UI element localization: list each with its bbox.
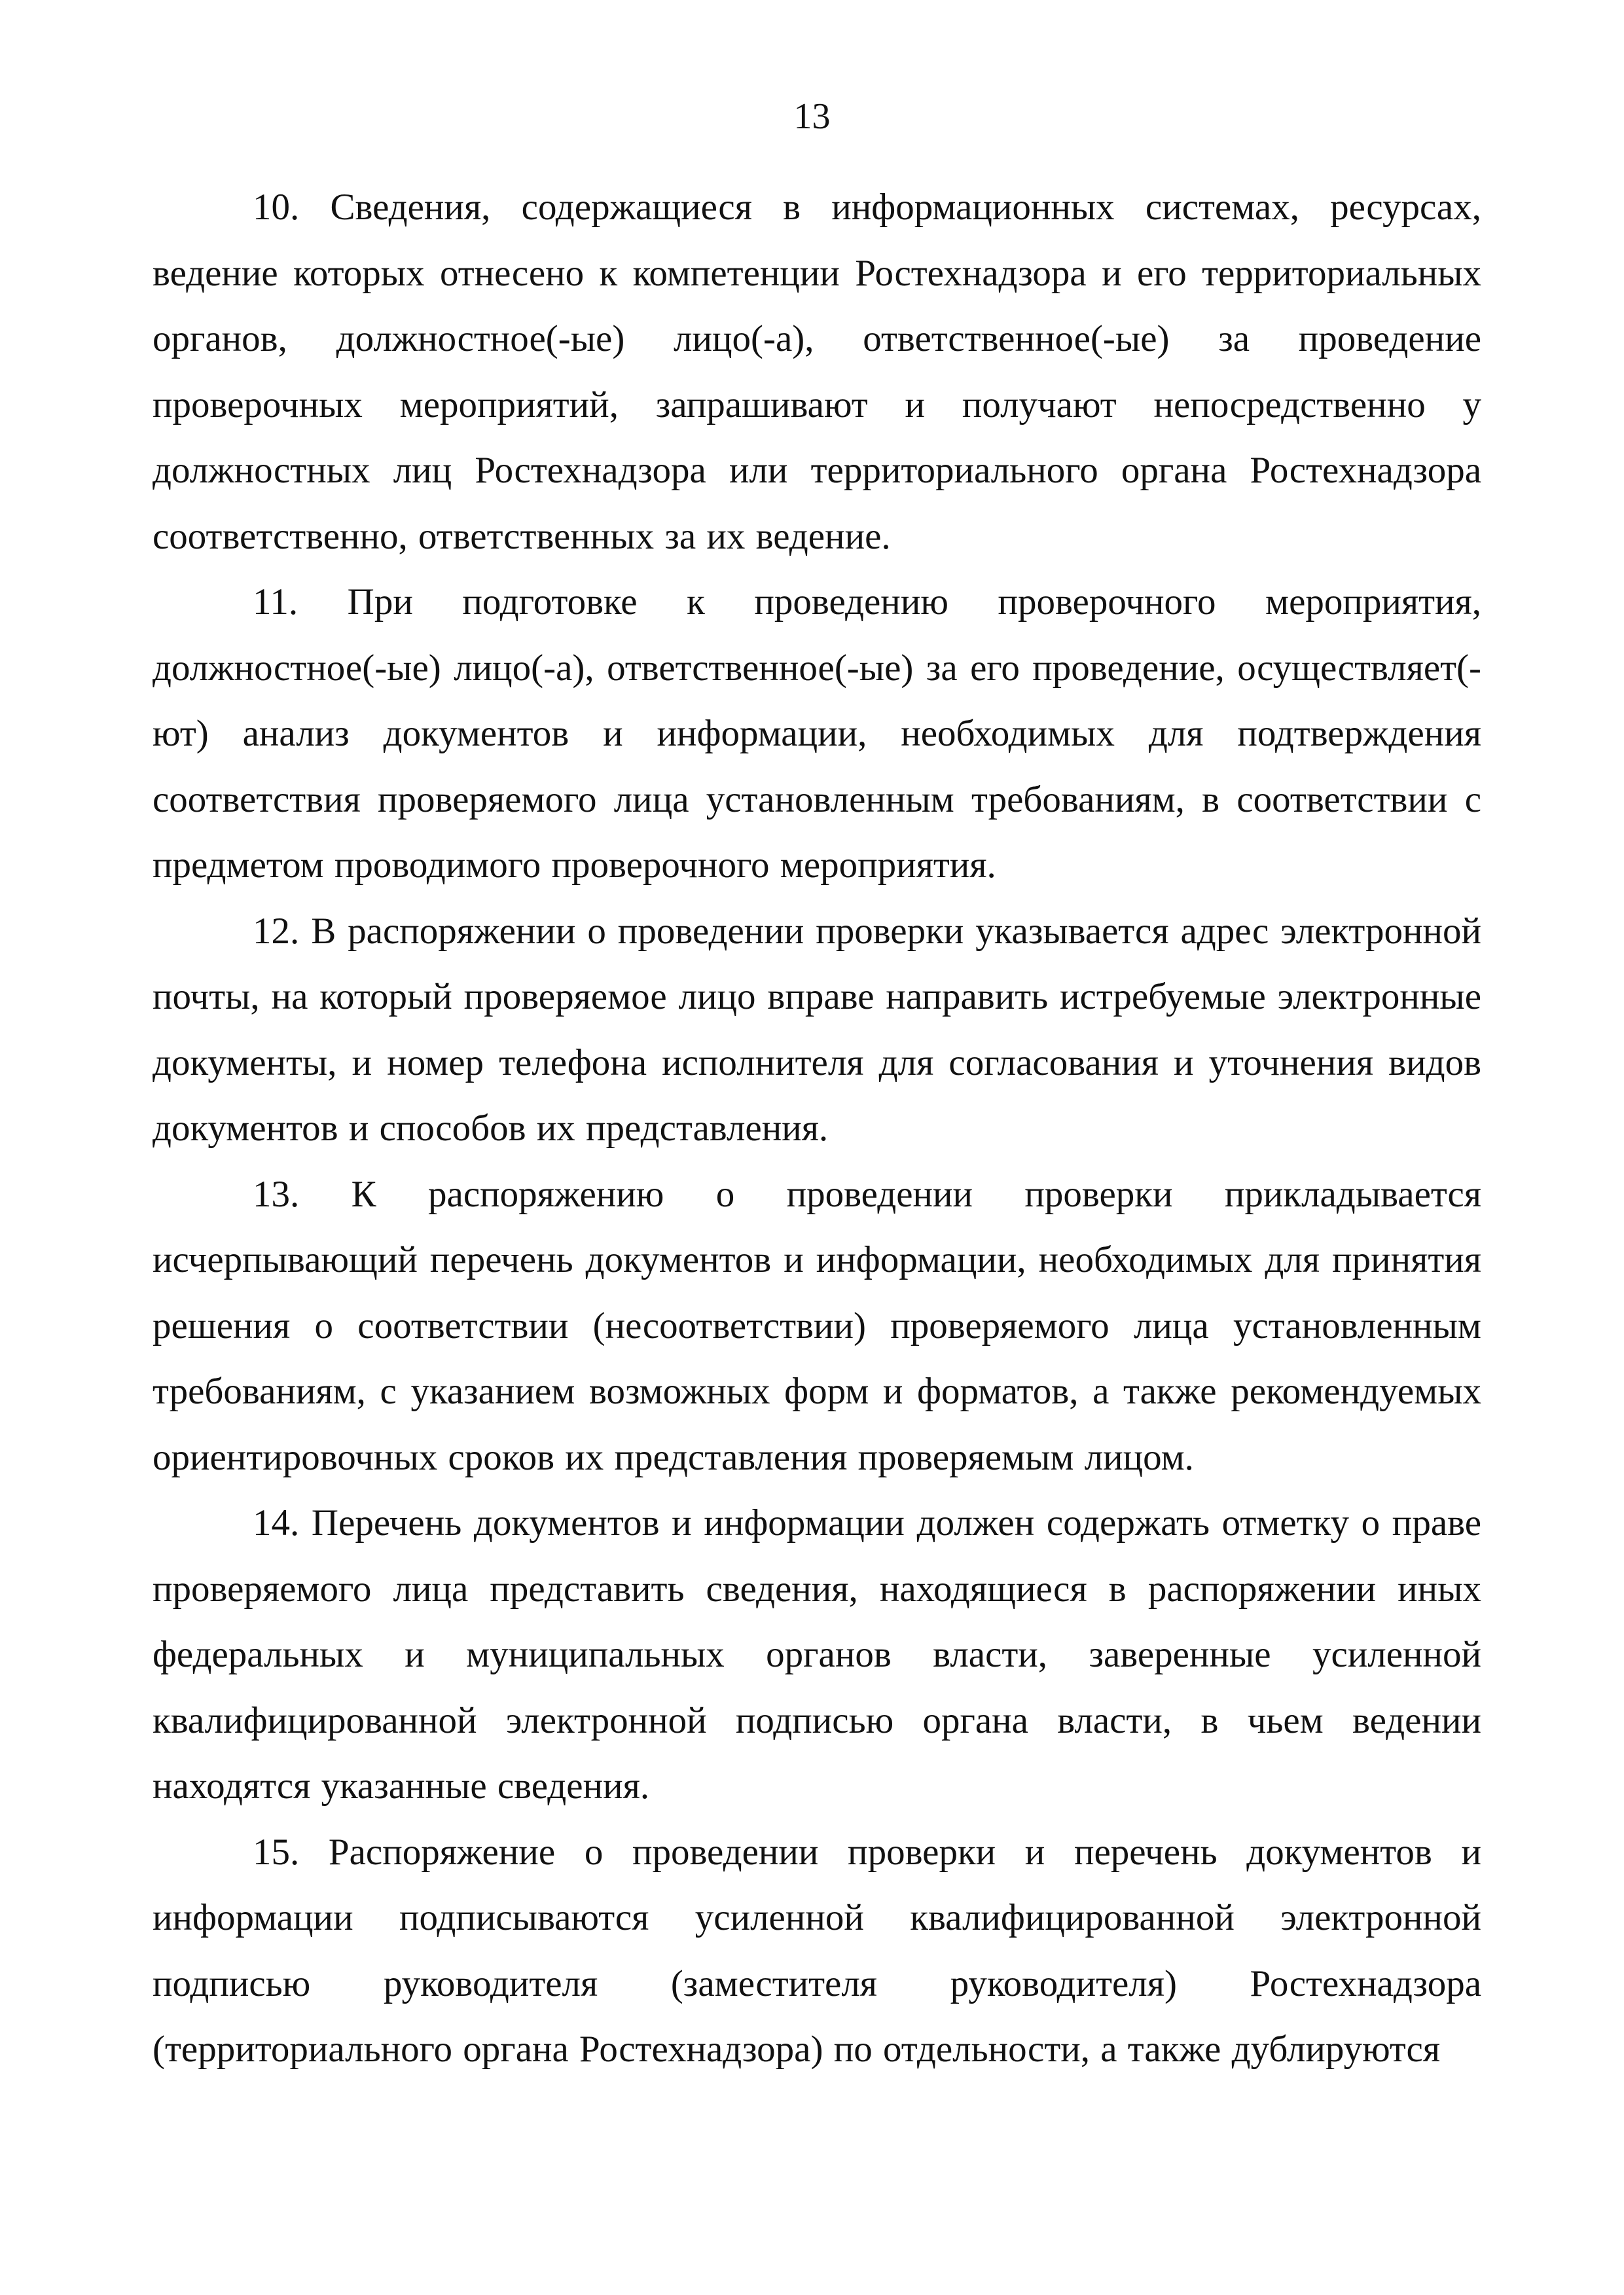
page-number: 13 (793, 96, 831, 137)
paragraph-14: 14. Перечень документов и информации должен содержать отметку о праве проверяемого лица представить сведения, находящиеся в распоряжении иных федеральных и муниципальных органов власти, заверенные усиленной квалифицированной электронной подписью органа власти, в чьем ведении находятся указанные сведения. (153, 1502, 1481, 1807)
paragraph-12: 12. В распоряжении о проведении проверки указывается адрес электронной почты, на который проверяемое лицо вправе направить истребуемые электронные документы, и номер телефона исполнителя для согласования и уточнения видов документов и способов их представления. (153, 910, 1481, 1149)
paragraph-13: 13. К распоряжению о проведении проверки прикладывается исчерпывающий перечень документов и информации, необходимых для принятия решения о соответствии (несоответствии) проверяемого лица установленным требованиям, с указанием возможных форм и форматов, а также рекомендуемых ориентировочных сроков их представления проверяемым лицом. (153, 1173, 1481, 1478)
paragraph-10: 10. Сведения, содержащиеся в информационных системах, ресурсах, ведение которых отнесено к компетенции Ростехнадзора и его территориальных органов, должностное(-ые) лицо(-а), ответственное(-ые) за проведение проверочных мероприятий, запрашивают и получают непосредственно у должностных лиц Ростехнадзора или территориального органа Ростехнадзора соответственно, ответственных за их ведение. (153, 187, 1481, 557)
paragraph-15: 15. Распоряжение о проведении проверки и перечень документов и информации подписываются усиленной квалифицированной электронной подписью руководителя (заместителя руководителя) Ростехнадзора (территориального органа Ростехнадзора) по отдельности, а также дублируются (153, 1831, 1481, 2070)
paragraph-11: 11. При подготовке к проведению проверочного мероприятия, должностное(-ые) лицо(-а), ответственное(-ые) за его проведение, осуществляет(-ют) анализ документов и информации, необходимых для подтверждения соответствия проверяемого лица установленным требованиям, в соответствии с предметом проводимого проверочного мероприятия. (153, 581, 1481, 886)
document-body (153, 175, 1481, 2083)
